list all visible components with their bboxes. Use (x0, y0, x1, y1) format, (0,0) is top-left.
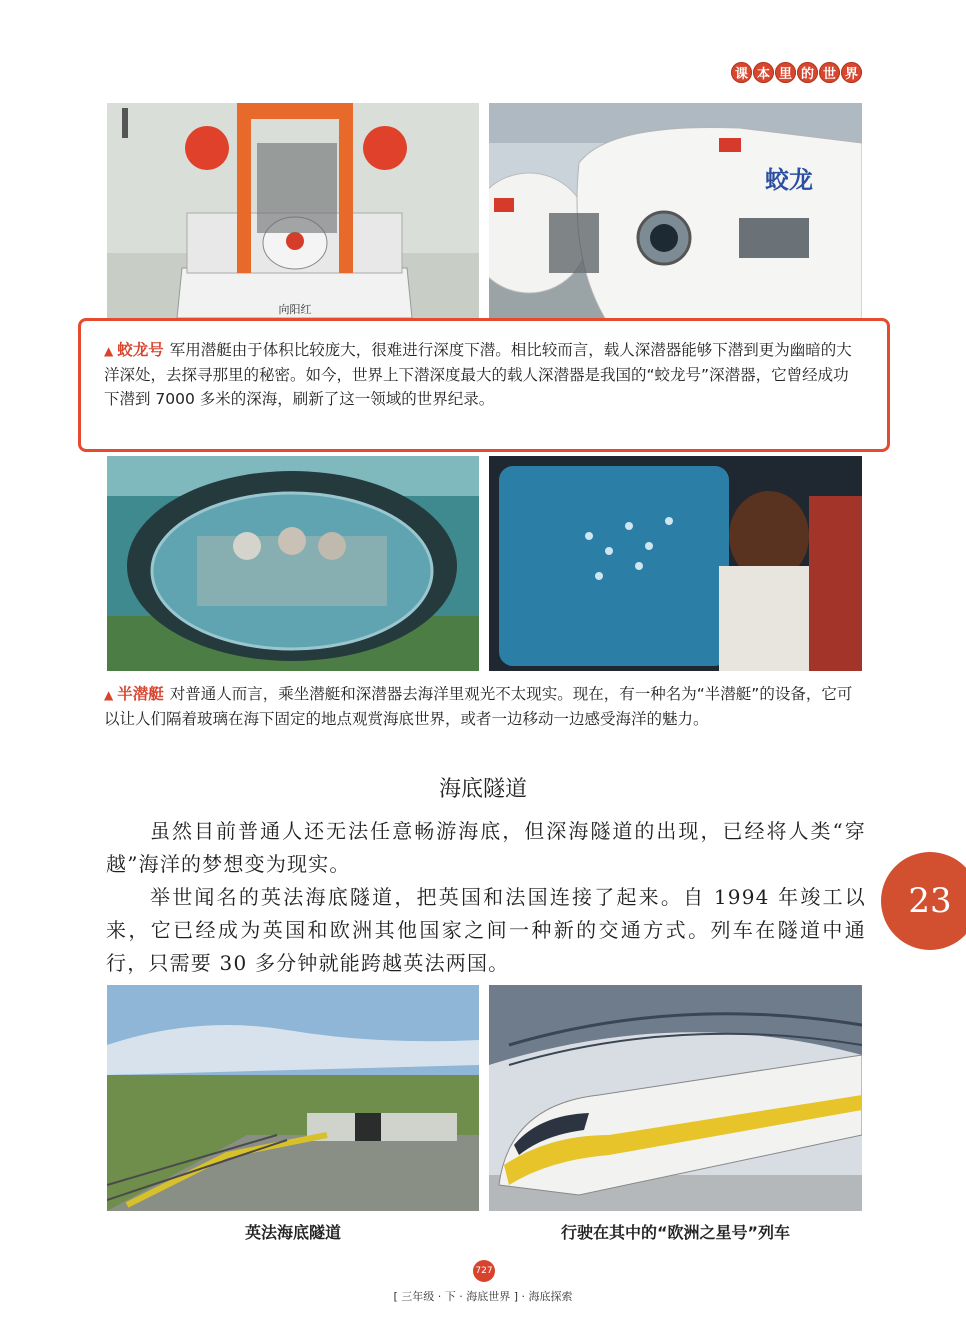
header-char: 里 (775, 62, 796, 83)
train-caption: 行驶在其中的“欧洲之星号”列车 (560, 1223, 791, 1242)
jiaolong-photo (489, 103, 862, 325)
semi-sub-interior-photo (489, 456, 862, 671)
semi-sub-exterior-photo (107, 456, 479, 671)
paragraph: 举世闻名的英法海底隧道，把英国和法国连接了起来。自 1994 年竣工以来，它已经成为英国和欧洲其他国家之间一种新的交通方式。列车在隧道中通行，只需要 30 多分钟就能跨越英法两国。 (106, 885, 866, 975)
tunnel-photo (107, 985, 479, 1211)
section-body (106, 815, 866, 980)
hull-text: 蛟龙 (765, 165, 813, 194)
eurostar-photo (489, 985, 862, 1211)
footer-page-number: 727 (473, 1260, 495, 1282)
section-title: 海底隧道 (438, 777, 527, 802)
paragraph: 虽然目前普通人还无法任意畅游海底，但深海隧道的出现，已经将人类“穿越”海洋的梦想变为现实。 (106, 819, 866, 876)
semisub-term: 半潜艇 (117, 685, 164, 703)
triangle-marker-icon: ▲ (104, 688, 114, 702)
header-char: 课 (731, 62, 752, 83)
header-badge (731, 62, 862, 83)
semisub-caption (104, 682, 864, 731)
page-number-badge: 23 (881, 852, 966, 950)
header-char: 界 (841, 62, 862, 83)
header-char: 本 (753, 62, 774, 83)
semisub-text: 对普通人而言，乘坐潜艇和深潜器去海洋里观光不太现实。现在，有一种名为“半潜艇”的设备，它可以让人们隔着玻璃在海下固定的地点观赏海底世界，或者一边移动一边感受海洋的魅力。 (104, 685, 853, 728)
research-ship-photo (107, 103, 479, 325)
ship-name: 向阳红 (278, 303, 312, 316)
header-char: 世 (819, 62, 840, 83)
jiaolong-caption (104, 338, 864, 411)
jiaolong-text: 军用潜艇由于体积比较庞大，很难进行深度下潜。相比较而言，载人深潜器能够下潜到更为幽暗的大洋深处，去探寻那里的秘密。如今，世界上下潜深度最大的载人深潜器是我国的“蛟龙号”深潜器，它曾经成功下潜到 7000 多米的深海，刷新了这一领域的世界纪录。 (104, 341, 852, 408)
footer-text: [ 三年级 · 下 · 海底世界 ] · 海底探索 (393, 1290, 573, 1303)
jiaolong-term: 蛟龙号 (117, 341, 164, 359)
triangle-marker-icon: ▲ (104, 344, 114, 358)
header-char: 的 (797, 62, 818, 83)
tunnel-caption: 英法海底隧道 (244, 1223, 341, 1242)
